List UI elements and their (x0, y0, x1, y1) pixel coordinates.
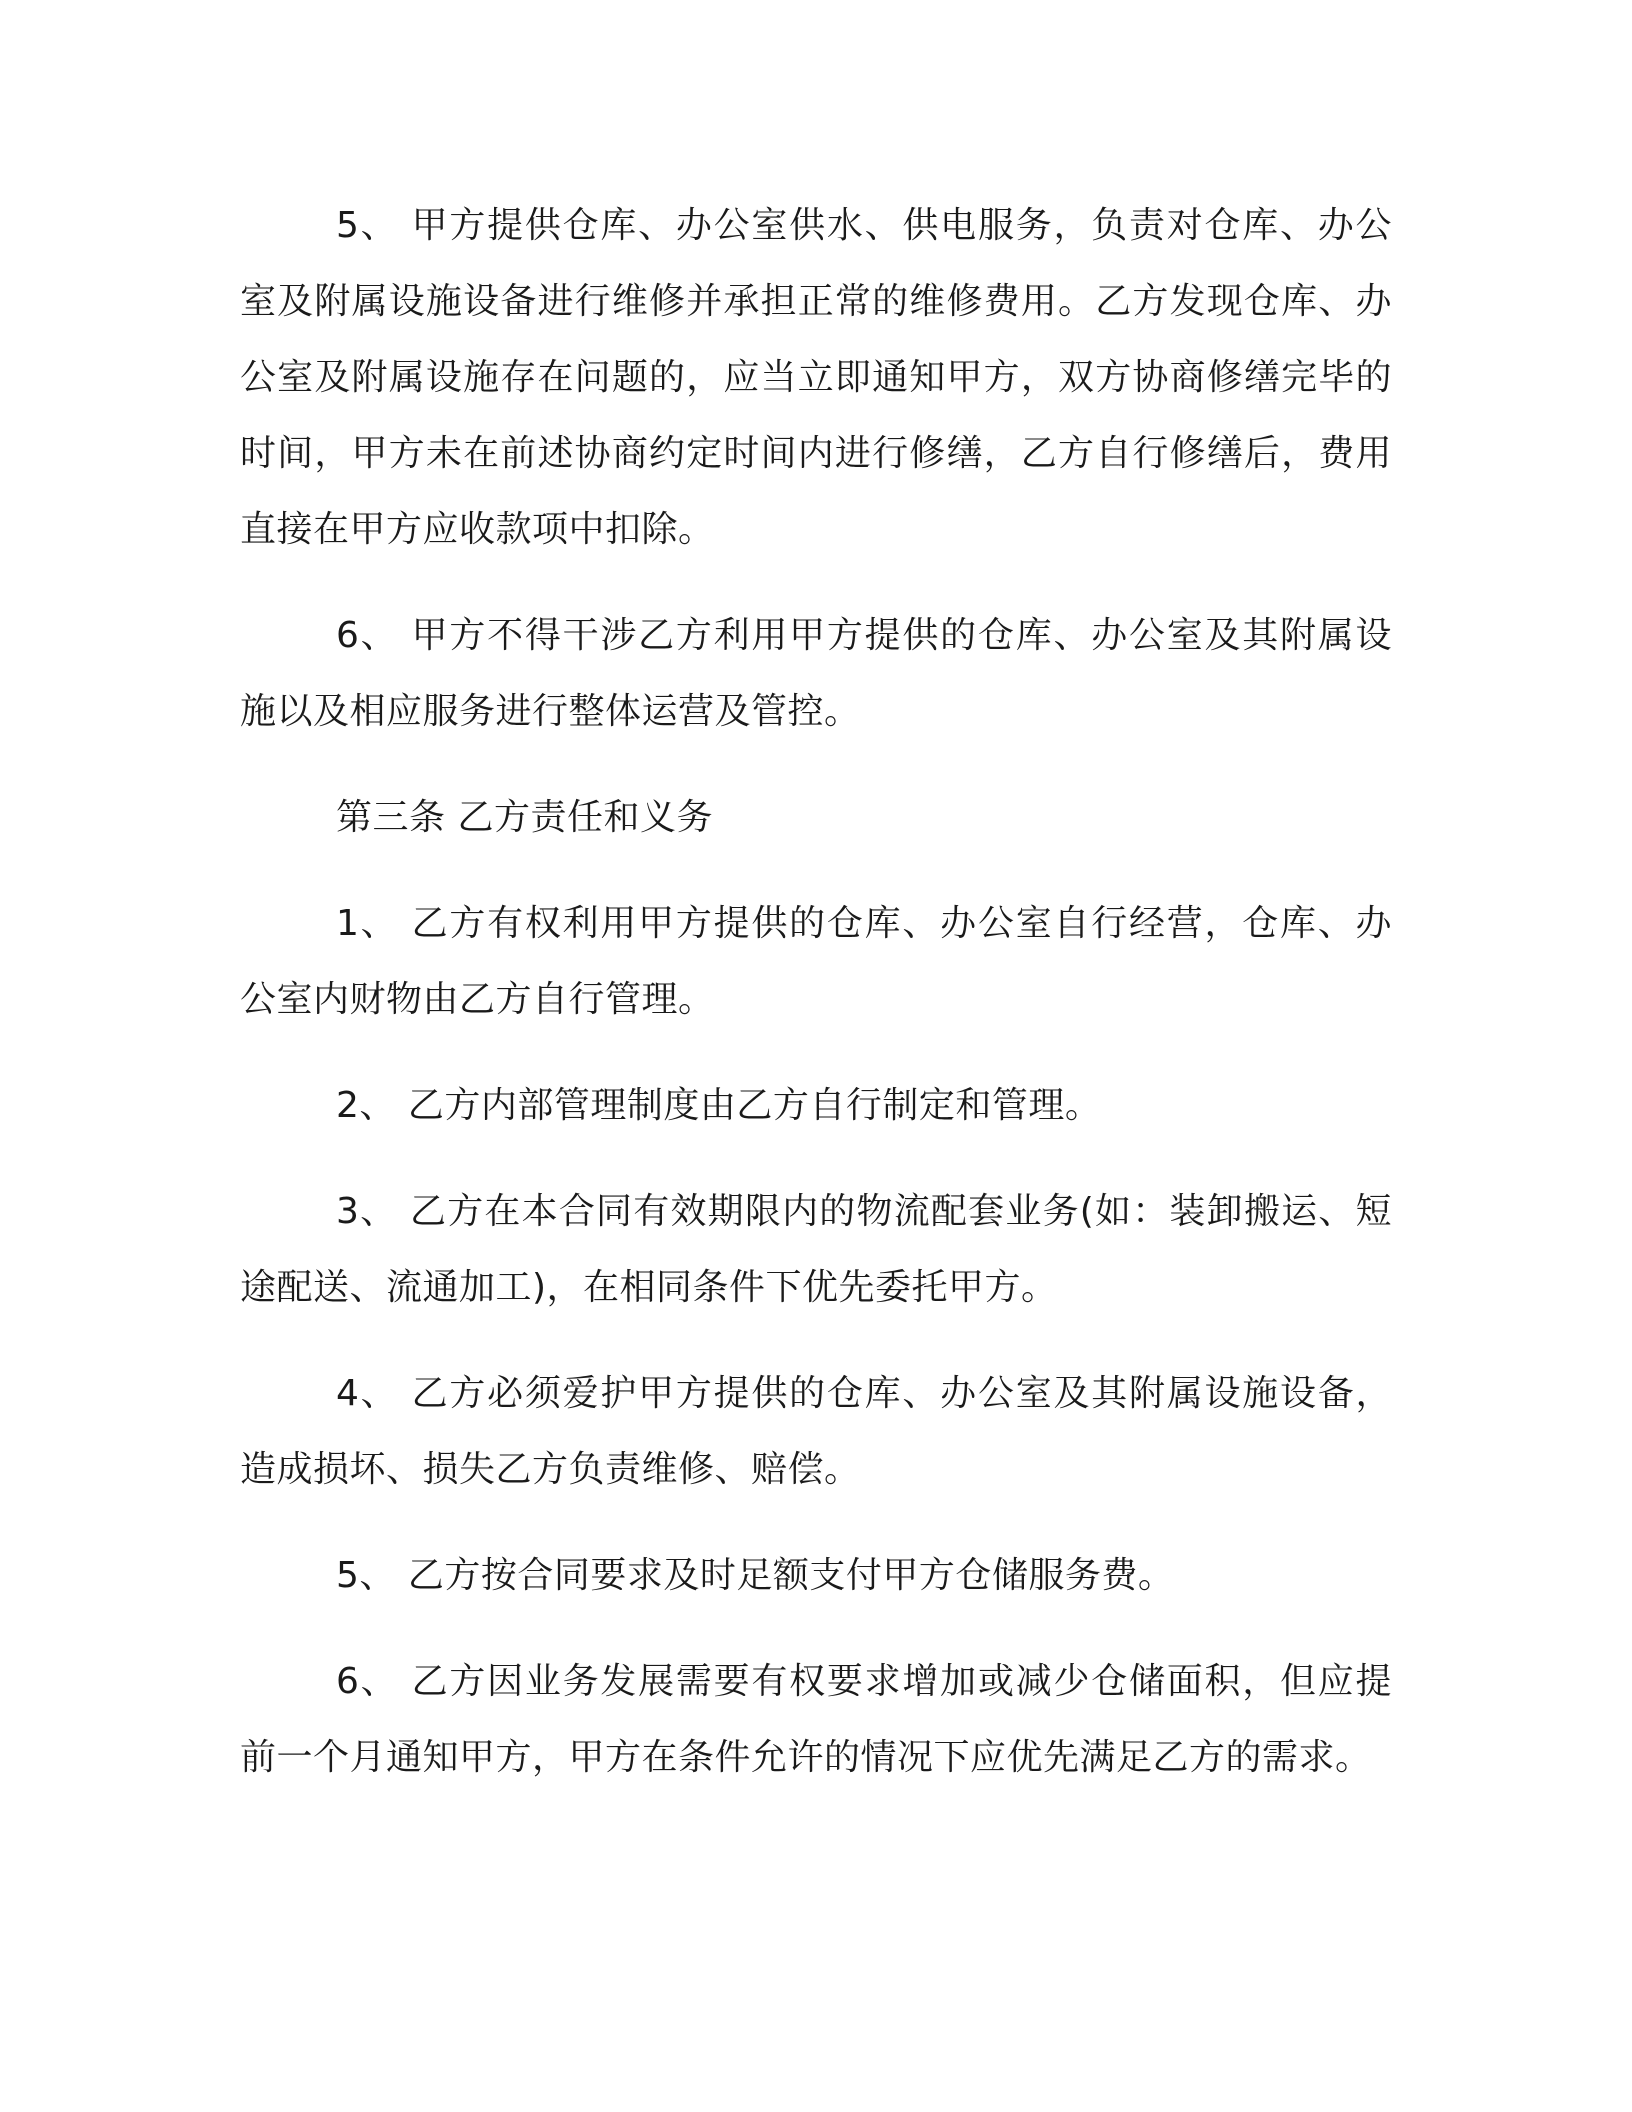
document-body (240, 188, 1392, 1826)
clause-party-b-2: 2、 乙方内部管理制度由乙方自行制定和管理。 (336, 1085, 1102, 1126)
clause-party-a-5: 5、 甲方提供仓库、办公室供水、供电服务，负责对仓库、办公室及附属设施设备进行维修并承担正常的维修费用。乙方发现仓库、办公室及附属设施存在问题的，应当立即通知甲方，双方协商修缮完毕的时间，甲方未在前述协商约定时间内进行修缮，乙方自行修缮后，费用直接在甲方应收款项中扣除。 (240, 205, 1392, 550)
clause-party-b-1: 1、 乙方有权利用甲方提供的仓库、办公室自行经营，仓库、办公室内财物由乙方自行管理。 (240, 903, 1392, 1020)
clause-party-b-3: 3、 乙方在本合同有效期限内的物流配套业务(如：装卸搬运、短途配送、流通加工)，在相同条件下优先委托甲方。 (240, 1191, 1392, 1308)
section-heading: 第三条 乙方责任和义务 (336, 797, 713, 838)
clause-party-b-5: 5、 乙方按合同要求及时足额支付甲方仓储服务费。 (336, 1555, 1175, 1596)
clause-party-b-4: 4、 乙方必须爱护甲方提供的仓库、办公室及其附属设施设备，造成损坏、损失乙方负责维修、赔偿。 (240, 1373, 1392, 1490)
clause-party-b-6: 6、 乙方因业务发展需要有权要求增加或减少仓储面积，但应提前一个月通知甲方，甲方在条件允许的情况下应优先满足乙方的需求。 (240, 1661, 1392, 1778)
clause-party-a-6: 6、 甲方不得干涉乙方利用甲方提供的仓库、办公室及其附属设施以及相应服务进行整体运营及管控。 (240, 615, 1392, 732)
